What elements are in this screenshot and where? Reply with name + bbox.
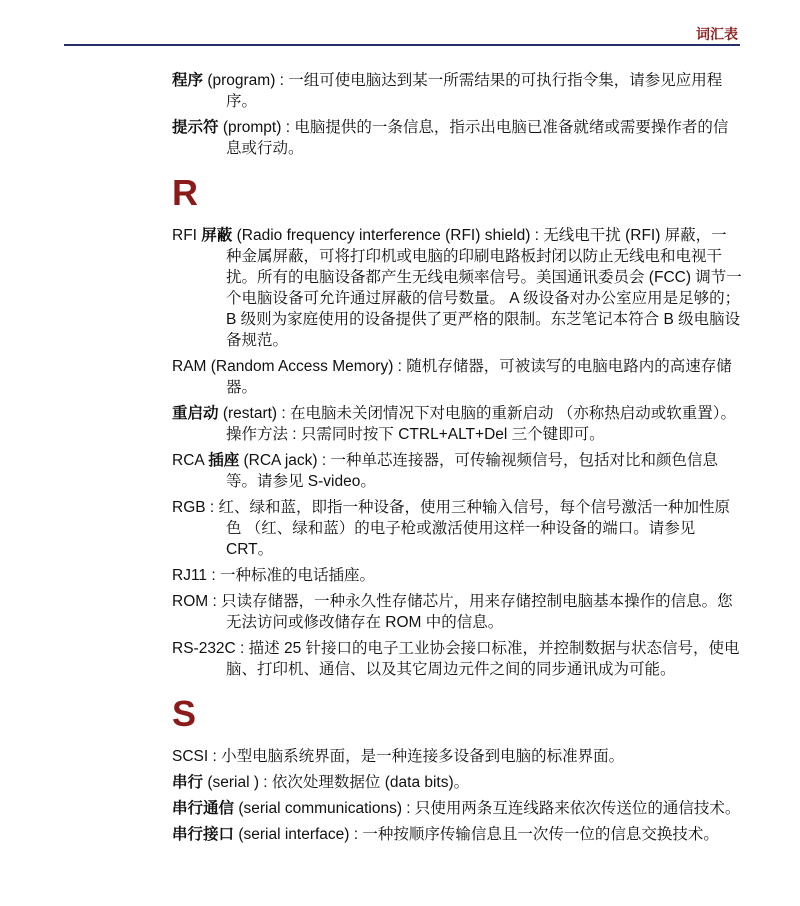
section-letter-s: S <box>172 693 197 734</box>
term-english: SCSI : <box>172 748 222 765</box>
term-name: 重启动 <box>172 405 219 422</box>
term-definition: 无线电干扰 (RFI) 屏蔽，一种金属屏蔽，可将打印机或电脑的印刷电路板封闭以防止无线电和电视干扰。所有的电脑设备都产生无线电频率信号。美国通讯委员会 (FCC) 调节一个电脑设备可允许通过屏蔽的信号数量。 A 级设备对办公室应用是足够的； B 级则为家庭使用的设备提供了更严格的限制。东芝笔记本符合 B 级电脑设备规范。 <box>226 227 742 349</box>
term-definition: 在电脑未关闭情况下对电脑的重新启动 （亦称热启动或软重置）。操作方法 : 只需同时按下 CTRL+ALT+Del 三个键即可。 <box>226 405 737 443</box>
glossary-entry <box>172 450 742 492</box>
glossary-entry <box>172 403 742 445</box>
glossary-entry <box>172 70 742 112</box>
term-name: 串行通信 <box>172 800 235 817</box>
term-name: 插座 <box>208 452 240 469</box>
term-english: RS-232C : <box>172 640 249 657</box>
term-english: (Radio frequency interference (RFI) shield) : <box>232 227 544 244</box>
glossary-entry <box>172 591 742 633</box>
glossary-entry <box>172 638 742 680</box>
header-divider <box>64 44 740 46</box>
term-english: (prompt) : <box>218 119 295 136</box>
term-prefix: RFI <box>172 227 202 244</box>
glossary-entry <box>172 225 742 351</box>
term-name: 串行 <box>172 774 204 791</box>
term-name: 屏蔽 <box>201 227 233 244</box>
term-english: RJ11 : <box>172 567 220 584</box>
term-english: RAM (Random Access Memory) : <box>172 358 407 375</box>
term-name: 串行接口 <box>172 826 235 843</box>
glossary-entry <box>172 356 742 398</box>
term-definition: 一种单芯连接器，可传输视频信号，包括对比和颜色信息等。请参见 S-video。 <box>226 452 719 490</box>
section-letter-r: R <box>172 172 198 213</box>
term-name: 程序 <box>172 72 204 89</box>
term-english: (serial interface) : <box>234 826 363 843</box>
term-english: (serial communications) : <box>234 800 415 817</box>
page-header-title: 词汇表 <box>696 26 738 42</box>
glossary-entry <box>172 746 742 767</box>
term-english: (program) : <box>203 72 289 89</box>
glossary-entry <box>172 772 742 793</box>
term-definition: 只使用两条互连线路来依次传送位的通信技术。 <box>414 800 741 817</box>
term-english: (RCA jack) : <box>239 452 331 469</box>
glossary-entry <box>172 824 742 845</box>
glossary-entry <box>172 497 742 560</box>
term-english: (serial ) : <box>203 774 272 791</box>
term-definition: 依次处理数据位 (data bits)。 <box>271 774 470 791</box>
term-definition: 随机存储器，可被读写的电脑电路内的高速存储器。 <box>226 358 732 396</box>
term-definition: 小型电脑系统界面，是一种连接多设备到电脑的标准界面。 <box>221 748 625 765</box>
glossary-entry <box>172 798 742 819</box>
term-definition: 只读存储器，一种永久性存储芯片，用来存储控制电脑基本操作的信息。您无法访问或修改储存在 ROM 中的信息。 <box>221 593 733 631</box>
term-definition: 红、绿和蓝，即指一种设备，使用三种输入信号，每个信号激活一种加性原色 （红、绿和蓝）的电子枪或激活使用这样一种设备的端口。请参见 CRT。 <box>218 499 731 558</box>
term-definition: 一种标准的电话插座。 <box>219 567 375 584</box>
term-prefix: RCA <box>172 452 209 469</box>
term-english: (restart) : <box>218 405 290 422</box>
term-definition: 一组可使电脑达到某一所需结果的可执行指令集，请参见应用程序。 <box>226 72 723 110</box>
glossary-entry <box>172 117 742 159</box>
term-definition: 电脑提供的一条信息，指示出电脑已准备就绪或需要操作者的信息或行动。 <box>226 119 729 157</box>
term-definition: 描述 25 针接口的电子工业协会接口标准，并控制数据与状态信号，使电脑、打印机、通信、以及其它周边元件之间的同步通讯成为可能。 <box>226 640 740 678</box>
glossary-content <box>172 70 742 850</box>
term-definition: 一种按顺序传输信息且一次传一位的信息交换技术。 <box>362 826 719 843</box>
glossary-entry <box>172 565 742 586</box>
term-english: RGB : <box>172 499 219 516</box>
term-english: ROM : <box>172 593 222 610</box>
term-name: 提示符 <box>172 119 219 136</box>
